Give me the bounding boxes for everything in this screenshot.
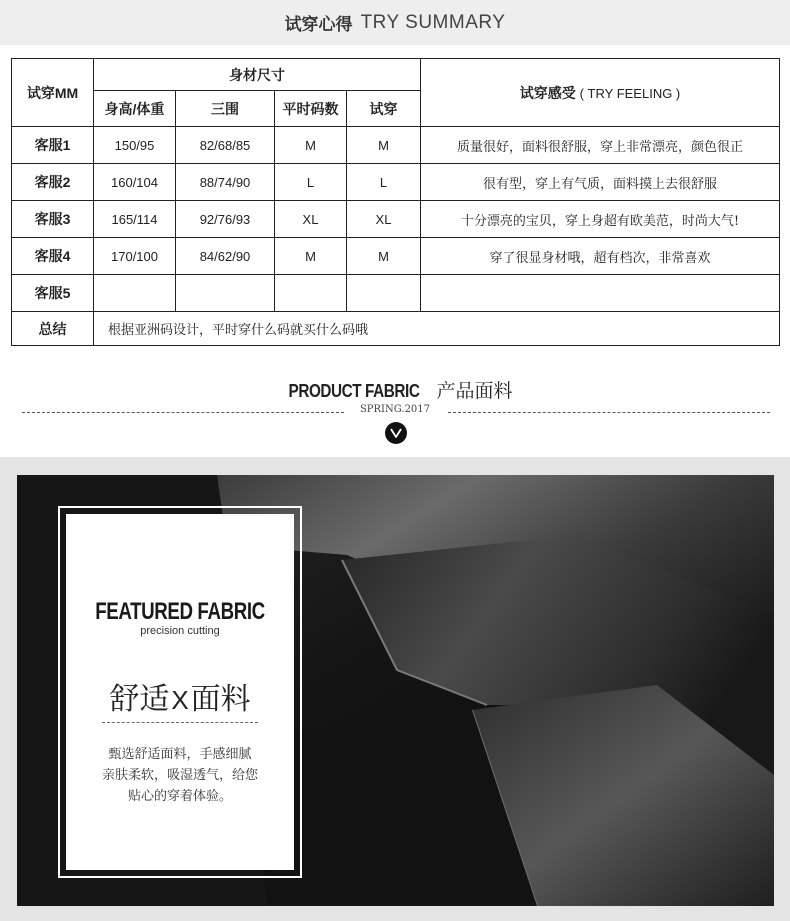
cell-usual-size: L <box>275 164 347 201</box>
summary-label: 总结 <box>12 312 94 346</box>
product-fabric-title-en: PRODUCT FABRIC <box>288 381 420 401</box>
feature-card <box>66 514 294 870</box>
cell-usual-size: M <box>275 238 347 275</box>
header-body-size: 身材尺寸 <box>94 59 421 91</box>
table-row <box>12 164 780 201</box>
header-try-size: 试穿 <box>347 91 421 127</box>
summary-row <box>12 312 780 346</box>
cell-try-size <box>347 275 421 312</box>
feature-card-title: FEATURED FABRIC <box>95 598 265 625</box>
divider-right <box>448 412 770 413</box>
feature-card-divider <box>102 722 258 723</box>
cell-measurements: 82/68/85 <box>176 127 275 164</box>
try-summary-title-cn: 试穿心得 <box>284 15 353 35</box>
cell-feeling: 十分漂亮的宝贝，穿上身超有欧美范，时尚大气! <box>421 201 780 238</box>
cell-height-weight <box>94 275 176 312</box>
row-name: 客服4 <box>12 238 94 275</box>
product-fabric-header <box>0 376 790 406</box>
cell-height-weight: 150/95 <box>94 127 176 164</box>
cell-measurements: 88/74/90 <box>176 164 275 201</box>
desc-line: 亲肤柔软，吸湿透气，给您 <box>101 768 258 783</box>
season-label: SPRING.2017 <box>359 404 431 415</box>
header-usual-size: 平时码数 <box>275 91 347 127</box>
table-row <box>12 275 780 312</box>
cell-try-size: M <box>347 127 421 164</box>
headline-left: 舒适 <box>109 682 170 717</box>
product-fabric-title-cn: 产品面料 <box>436 380 513 402</box>
headline-right: 面料 <box>190 682 251 717</box>
header-measurements: 三围 <box>176 91 275 127</box>
feature-card-description <box>66 744 294 807</box>
row-name: 客服1 <box>12 127 94 164</box>
cell-try-size: L <box>347 164 421 201</box>
desc-line: 贴心的穿着体验。 <box>127 789 232 804</box>
header-height-weight: 身高/体重 <box>94 91 176 127</box>
cell-height-weight: 170/100 <box>94 238 176 275</box>
header-corner: 试穿MM <box>12 59 94 127</box>
cell-feeling: 很有型，穿上有气质，面料摸上去很舒服 <box>421 164 780 201</box>
try-summary-title-en: TRY SUMMARY <box>360 11 506 33</box>
row-name: 客服2 <box>12 164 94 201</box>
headline-x: X <box>171 685 189 715</box>
chevron-v-glyph <box>390 428 402 438</box>
table-row <box>12 127 780 164</box>
cell-usual-size <box>275 275 347 312</box>
cell-measurements: 84/62/90 <box>176 238 275 275</box>
table-row <box>12 238 780 275</box>
summary-text-value: 根据亚洲码设计，平时穿什么码就买什么码哦 <box>108 322 369 337</box>
row-name: 客服3 <box>12 201 94 238</box>
cell-measurements: 92/76/93 <box>176 201 275 238</box>
cell-usual-size: XL <box>275 201 347 238</box>
cell-feeling: 质量很好，面料很舒服，穿上非常漂亮，颜色很正 <box>421 127 780 164</box>
table-row <box>12 201 780 238</box>
cell-measurements <box>176 275 275 312</box>
cell-usual-size: M <box>275 127 347 164</box>
divider-left <box>22 412 344 413</box>
cell-height-weight: 160/104 <box>94 164 176 201</box>
cell-feeling: 穿了很显身材哦，超有档次，非常喜欢 <box>421 238 780 275</box>
cell-try-size: XL <box>347 201 421 238</box>
cell-height-weight: 165/114 <box>94 201 176 238</box>
header-try-feeling-en: ( TRY FEELING ) <box>579 85 681 101</box>
feature-card-subtitle: precision cutting <box>140 625 220 637</box>
chevron-down-icon <box>385 422 407 444</box>
row-name: 客服5 <box>12 275 94 312</box>
try-summary-banner <box>0 0 790 45</box>
header-try-feeling-cn: 试穿感受 <box>519 84 576 101</box>
try-summary-table <box>11 58 780 346</box>
header-try-feeling <box>421 59 780 127</box>
feature-card-headline <box>66 674 294 718</box>
summary-text <box>94 312 780 346</box>
season-divider <box>0 404 790 420</box>
cell-feeling <box>421 275 780 312</box>
desc-line: 甄选舒适面料，手感细腻 <box>108 747 252 762</box>
cell-try-size: M <box>347 238 421 275</box>
